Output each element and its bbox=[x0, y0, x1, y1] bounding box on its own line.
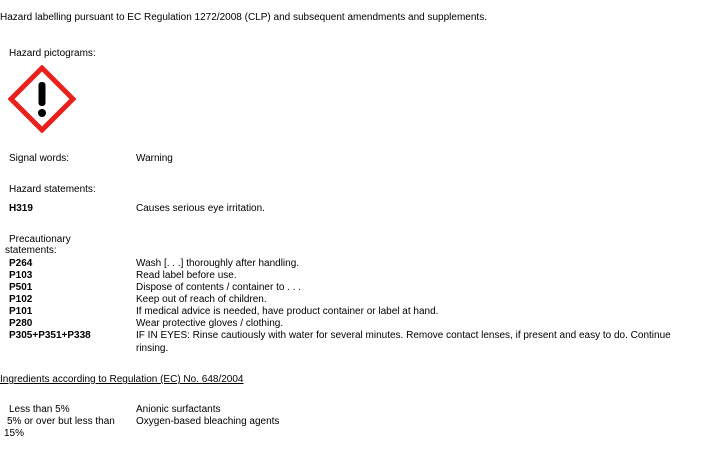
precautionary-text: Keep out of reach of children. bbox=[136, 294, 267, 305]
ingredient-range: 5% or over but less than bbox=[7, 416, 115, 427]
ingredient-range: Less than 5% bbox=[9, 404, 70, 415]
precautionary-label-line1: Precautionary bbox=[9, 234, 71, 245]
precautionary-code: P305+P351+P338 bbox=[9, 330, 91, 341]
signal-words-label: Signal words: bbox=[9, 153, 70, 164]
regulation-header: Hazard labelling pursuant to EC Regulation 1272/2008 (CLP) and subsequent amendments and supplements. bbox=[0, 12, 487, 23]
precautionary-text: If medical advice is needed, have product container or label at hand. bbox=[136, 306, 439, 317]
precautionary-code: P101 bbox=[9, 306, 33, 317]
ingredient-range-continued: 15% bbox=[4, 428, 25, 439]
precautionary-code: P102 bbox=[9, 294, 33, 305]
pictograms-label: Hazard pictograms: bbox=[9, 48, 96, 59]
precautionary-code: P103 bbox=[9, 270, 33, 281]
exclamation-mark-ghs-icon bbox=[8, 65, 76, 133]
ingredient-name: Anionic surfactants bbox=[136, 404, 221, 415]
precautionary-text: Read label before use. bbox=[136, 270, 237, 281]
precautionary-text: Wear protective gloves / clothing. bbox=[136, 318, 284, 329]
precautionary-text: Wash [. . .] thoroughly after handling. bbox=[136, 258, 300, 269]
ingredients-heading: Ingredients according to Regulation (EC) No. 648/2004 bbox=[0, 374, 244, 385]
precautionary-code: P501 bbox=[9, 282, 33, 293]
hazard-statements-label: Hazard statements: bbox=[9, 184, 96, 195]
hazard-text: Causes serious eye irritation. bbox=[136, 203, 265, 214]
precautionary-text: IF IN EYES: Rinse cautiously with water for several minutes. Remove contact lenses, if present and easy to do. Continue bbox=[136, 330, 671, 341]
precautionary-text: Dispose of contents / container to . . . bbox=[136, 282, 302, 293]
signal-words-value: Warning bbox=[136, 153, 173, 164]
precautionary-text-continued: rinsing. bbox=[136, 343, 169, 354]
precautionary-code: P264 bbox=[9, 258, 33, 269]
precautionary-code: P280 bbox=[9, 318, 33, 329]
precautionary-label-line2: statements: bbox=[5, 245, 57, 256]
hazard-code: H319 bbox=[9, 203, 33, 214]
ingredient-name: Oxygen-based bleaching agents bbox=[136, 416, 280, 427]
